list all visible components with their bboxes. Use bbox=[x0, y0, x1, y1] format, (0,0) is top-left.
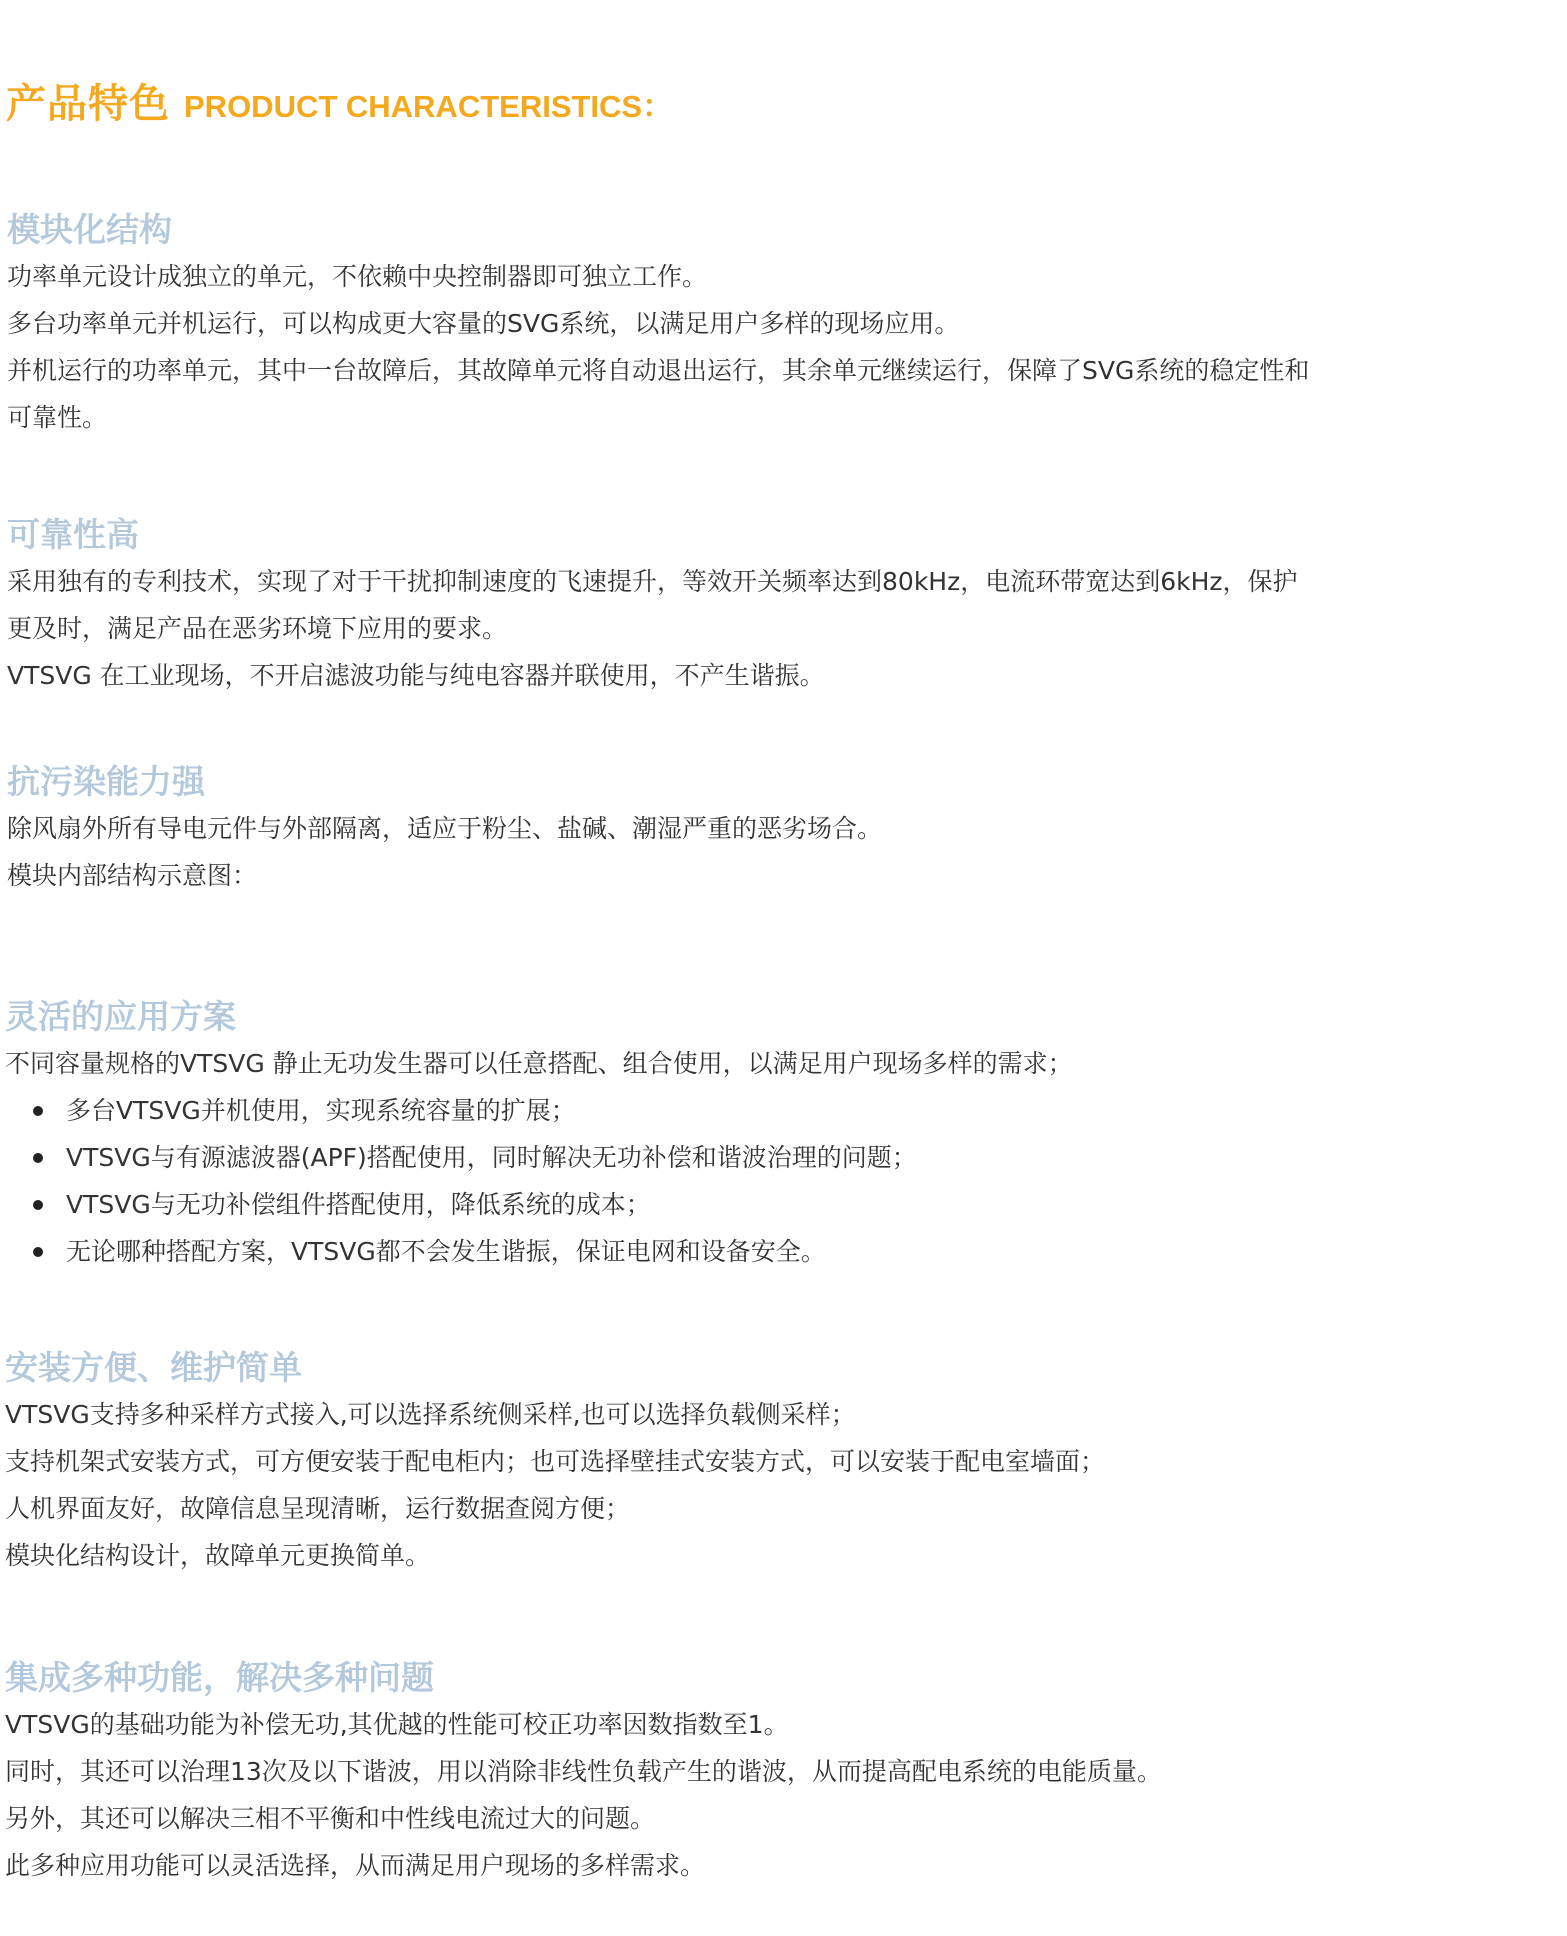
paragraph: 模块化结构设计，故障单元更换简单。 bbox=[5, 1541, 431, 1570]
paragraph: 同时，其还可以治理13次及以下谐波，用以消除非线性负载产生的谐波，从而提高配电系统的电能质量。 bbox=[5, 1757, 1162, 1786]
paragraph: VTSVG 在工业现场，不开启滤波功能与纯电容器并联使用，不产生谐振。 bbox=[7, 661, 825, 690]
list-item bbox=[5, 1181, 1567, 1228]
main-heading-en: PRODUCT CHARACTERISTICS： bbox=[184, 89, 674, 124]
bullet-dot-icon bbox=[33, 1247, 43, 1257]
bullet-dot-icon bbox=[33, 1200, 43, 1210]
section-title: 抗污染能力强 bbox=[7, 762, 205, 801]
main-heading bbox=[6, 72, 673, 129]
list-item bbox=[5, 1134, 1567, 1181]
section-anti-pollution bbox=[7, 759, 1567, 899]
paragraph: 可靠性。 bbox=[7, 403, 108, 432]
paragraph: 不同容量规格的VTSVG 静止无功发生器可以任意搭配、组合使用，以满足用户现场多样的需求； bbox=[5, 1049, 1073, 1078]
paragraph: VTSVG支持多种采样方式接入,可以选择系统侧采样,也可以选择负载侧采样； bbox=[5, 1400, 856, 1429]
paragraph: 多台功率单元并机运行，可以构成更大容量的SVG系统，以满足用户多样的现场应用。 bbox=[7, 309, 960, 338]
paragraph: 采用独有的专利技术，实现了对于干扰抑制速度的飞速提升，等效开关频率达到80kHz，电流环带宽达到6kHz，保护 bbox=[7, 567, 1298, 596]
section-integrated-functions bbox=[5, 1655, 1567, 1889]
list-item bbox=[5, 1228, 1567, 1275]
section-title: 安装方便、维护简单 bbox=[5, 1348, 302, 1387]
list-item bbox=[5, 1087, 1567, 1134]
paragraph: 模块内部结构示意图： bbox=[7, 861, 258, 890]
main-heading-cn: 产品特色 bbox=[6, 81, 170, 127]
paragraph: 另外，其还可以解决三相不平衡和中性线电流过大的问题。 bbox=[5, 1804, 656, 1833]
list-item-text: VTSVG与有源滤波器(APF)搭配使用，同时解决无功补偿和谐波治理的问题； bbox=[66, 1143, 917, 1172]
section-flexible-application bbox=[5, 994, 1567, 1275]
section-title: 模块化结构 bbox=[7, 210, 172, 249]
paragraph: 除风扇外所有导电元件与外部隔离，适应于粉尘、盐碱、潮湿严重的恶劣场合。 bbox=[7, 814, 883, 843]
paragraph: 并机运行的功率单元，其中一台故障后，其故障单元将自动退出运行，其余单元继续运行，保障了SVG系统的稳定性和 bbox=[7, 356, 1310, 385]
section-title: 可靠性高 bbox=[7, 515, 139, 554]
paragraph: 更及时，满足产品在恶劣环境下应用的要求。 bbox=[7, 614, 508, 643]
paragraph: 人机界面友好，故障信息呈现清晰，运行数据查阅方便； bbox=[5, 1494, 631, 1523]
paragraph: 此多种应用功能可以灵活选择，从而满足用户现场的多样需求。 bbox=[5, 1851, 706, 1880]
section-high-reliability bbox=[7, 512, 1567, 699]
paragraph: 支持机架式安装方式，可方便安装于配电柜内；也可选择壁挂式安装方式，可以安装于配电室墙面； bbox=[5, 1447, 1106, 1476]
bullet-dot-icon bbox=[33, 1153, 43, 1163]
list-item-text: VTSVG与无功补偿组件搭配使用，降低系统的成本； bbox=[66, 1190, 651, 1219]
list-item-text: 多台VTSVG并机使用，实现系统容量的扩展； bbox=[66, 1096, 576, 1125]
bullet-list bbox=[5, 1087, 1567, 1275]
list-item-text: 无论哪种搭配方案，VTSVG都不会发生谐振，保证电网和设备安全。 bbox=[66, 1237, 826, 1266]
bullet-dot-icon bbox=[33, 1106, 43, 1116]
paragraph: 功率单元设计成独立的单元，不依赖中央控制器即可独立工作。 bbox=[7, 262, 708, 291]
section-easy-install-maintenance bbox=[5, 1345, 1567, 1579]
section-title: 灵活的应用方案 bbox=[5, 997, 236, 1036]
section-title: 集成多种功能，解决多种问题 bbox=[5, 1658, 434, 1697]
paragraph: VTSVG的基础功能为补偿无功,其优越的性能可校正功率因数指数至1。 bbox=[5, 1710, 789, 1739]
section-modular-structure bbox=[7, 207, 1567, 441]
